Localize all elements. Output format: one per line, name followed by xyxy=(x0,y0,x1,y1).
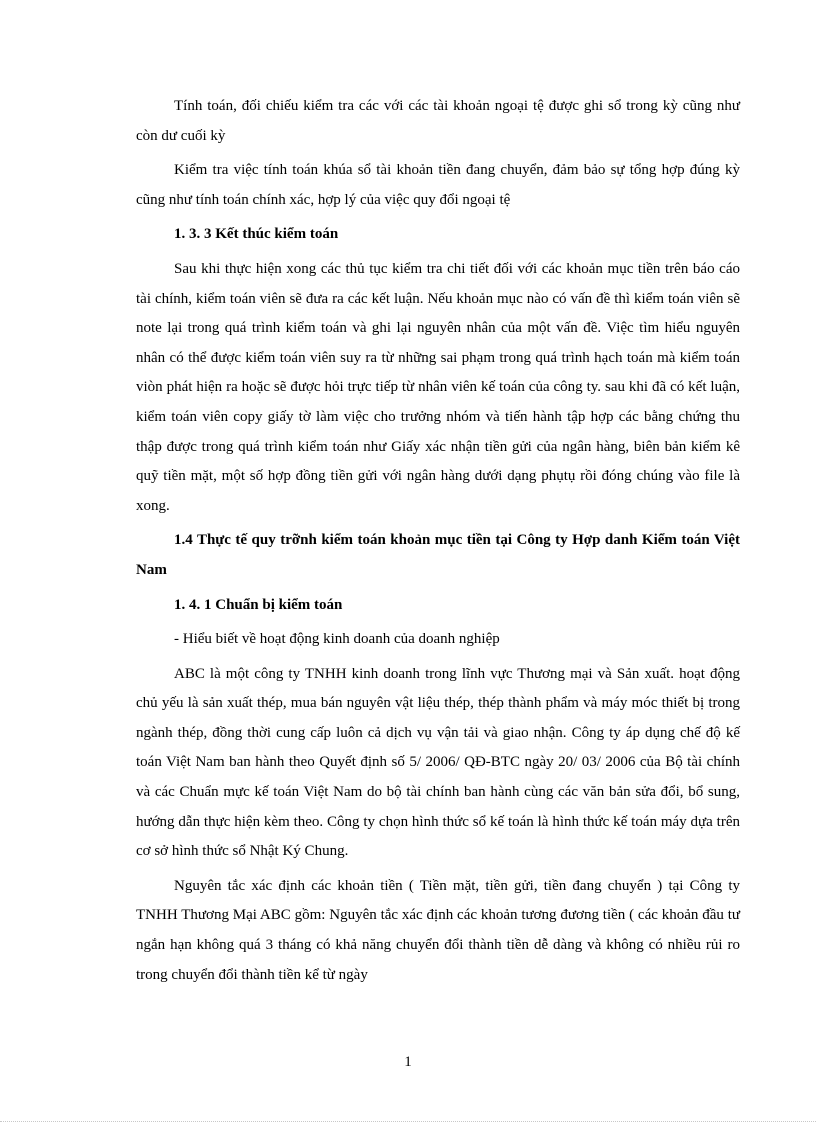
paragraph-cash-principles: Nguyên tắc xác định các khoản tiền ( Tiền mặt, tiền gửi, tiền đang chuyển ) tại Công ty TNHH Thương Mại ABC gồm: Nguyên tắc xác định các khoản tương đương tiền ( các khoản đầu tư ngắn hạn không quá 3 tháng có khả năng chuyển đổi thành tiền dễ dàng và không có nhiều rủi ro trong chuyển đổi thành tiền kể từ ngày xyxy=(136,877,740,983)
heading-cash-audit-practice: 1.4 Thực tế quy trỡnh kiểm toán khoản mục tiền tại Công ty Hợp danh Kiểm toán Việt Nam xyxy=(136,532,740,578)
paragraph-foreign-currency-check: Tính toán, đối chiếu kiểm tra các với các tài khoản ngoại tệ được ghi sổ trong kỳ cũng như còn dư cuối kỳ xyxy=(136,98,740,144)
page-bottom-divider xyxy=(0,1121,816,1122)
document-body xyxy=(136,92,740,995)
paragraph-company-abc: ABC là một công ty TNHH kinh doanh trong lĩnh vực Thương mại và Sản xuất. hoạt động chủ yếu là sản xuất thép, mua bán nguyên vật liệu thép, thép thành phẩm và máy móc thiết bị trong ngành thép, đồng thời cung cấp luôn cả dịch vụ vận tải và giao nhận. Công ty áp dụng chế độ kế toán Việt Nam ban hành theo Quyết định số 5/ 2006/ QĐ-BTC ngày 20/ 03/ 2006 của Bộ tài chính và các Chuẩn mực kế toán Việt Nam do bộ tài chính ban hành cùng các văn bản sửa đổi, bổ sung, hướng dẫn thực hiện kèm theo. Công ty chọn hình thức sổ kế toán là hình thức kế toán máy dựa trên cơ sở hình thức sổ Nhật Ký Chung. xyxy=(136,665,740,860)
paragraph-audit-conclusion: Sau khi thực hiện xong các thủ tục kiểm tra chi tiết đối với các khoản mục tiền trên báo cáo tài chính, kiểm toán viên sẽ đưa ra các kết luận. Nếu khoản mục nào có vấn đề thì kiểm toán viên sẽ note lại trong quá trình kiểm toán và ghi lại nguyên nhân của một vấn đề. Việc tìm hiểu nguyên nhân có thể được kiểm toán viên suy ra từ những sai phạm trong quá trình hạch toán mà kiểm toán viòn phát hiện ra hoặc sẽ được hỏi trực tiếp từ nhân viên kế toán của công ty. sau khi đã có kết luận, kiểm toán viên copy giấy tờ làm việc cho trưởng nhóm và tiến hành tập hợp các bằng chứng thu thập được trong quá trình kiểm toán như Giấy xác nhận tiền gửi của ngân hàng, biên bản kiểm kê quỹ tiền mặt, một số hợp đồng tiền gửi với ngân hàng dưới dạng phụtụ rồi đóng chúng vào file là xong. xyxy=(136,260,740,514)
paragraph-transfer-check: Kiểm tra việc tính toán khúa sổ tài khoản tiền đang chuyển, đảm bảo sự tổng hợp đúng kỳ cũng như tính toán chính xác, hợp lý của việc quy đổi ngoại tệ xyxy=(136,162,740,208)
heading-audit-conclusion: 1. 3. 3 Kết thúc kiểm toán xyxy=(174,226,339,243)
paragraph-business-understanding: - Hiểu biết về hoạt động kinh doanh của doanh nghiệp xyxy=(174,631,500,648)
page-number: 1 xyxy=(404,1054,412,1070)
heading-audit-preparation: 1. 4. 1 Chuẩn bị kiểm toán xyxy=(174,596,343,613)
